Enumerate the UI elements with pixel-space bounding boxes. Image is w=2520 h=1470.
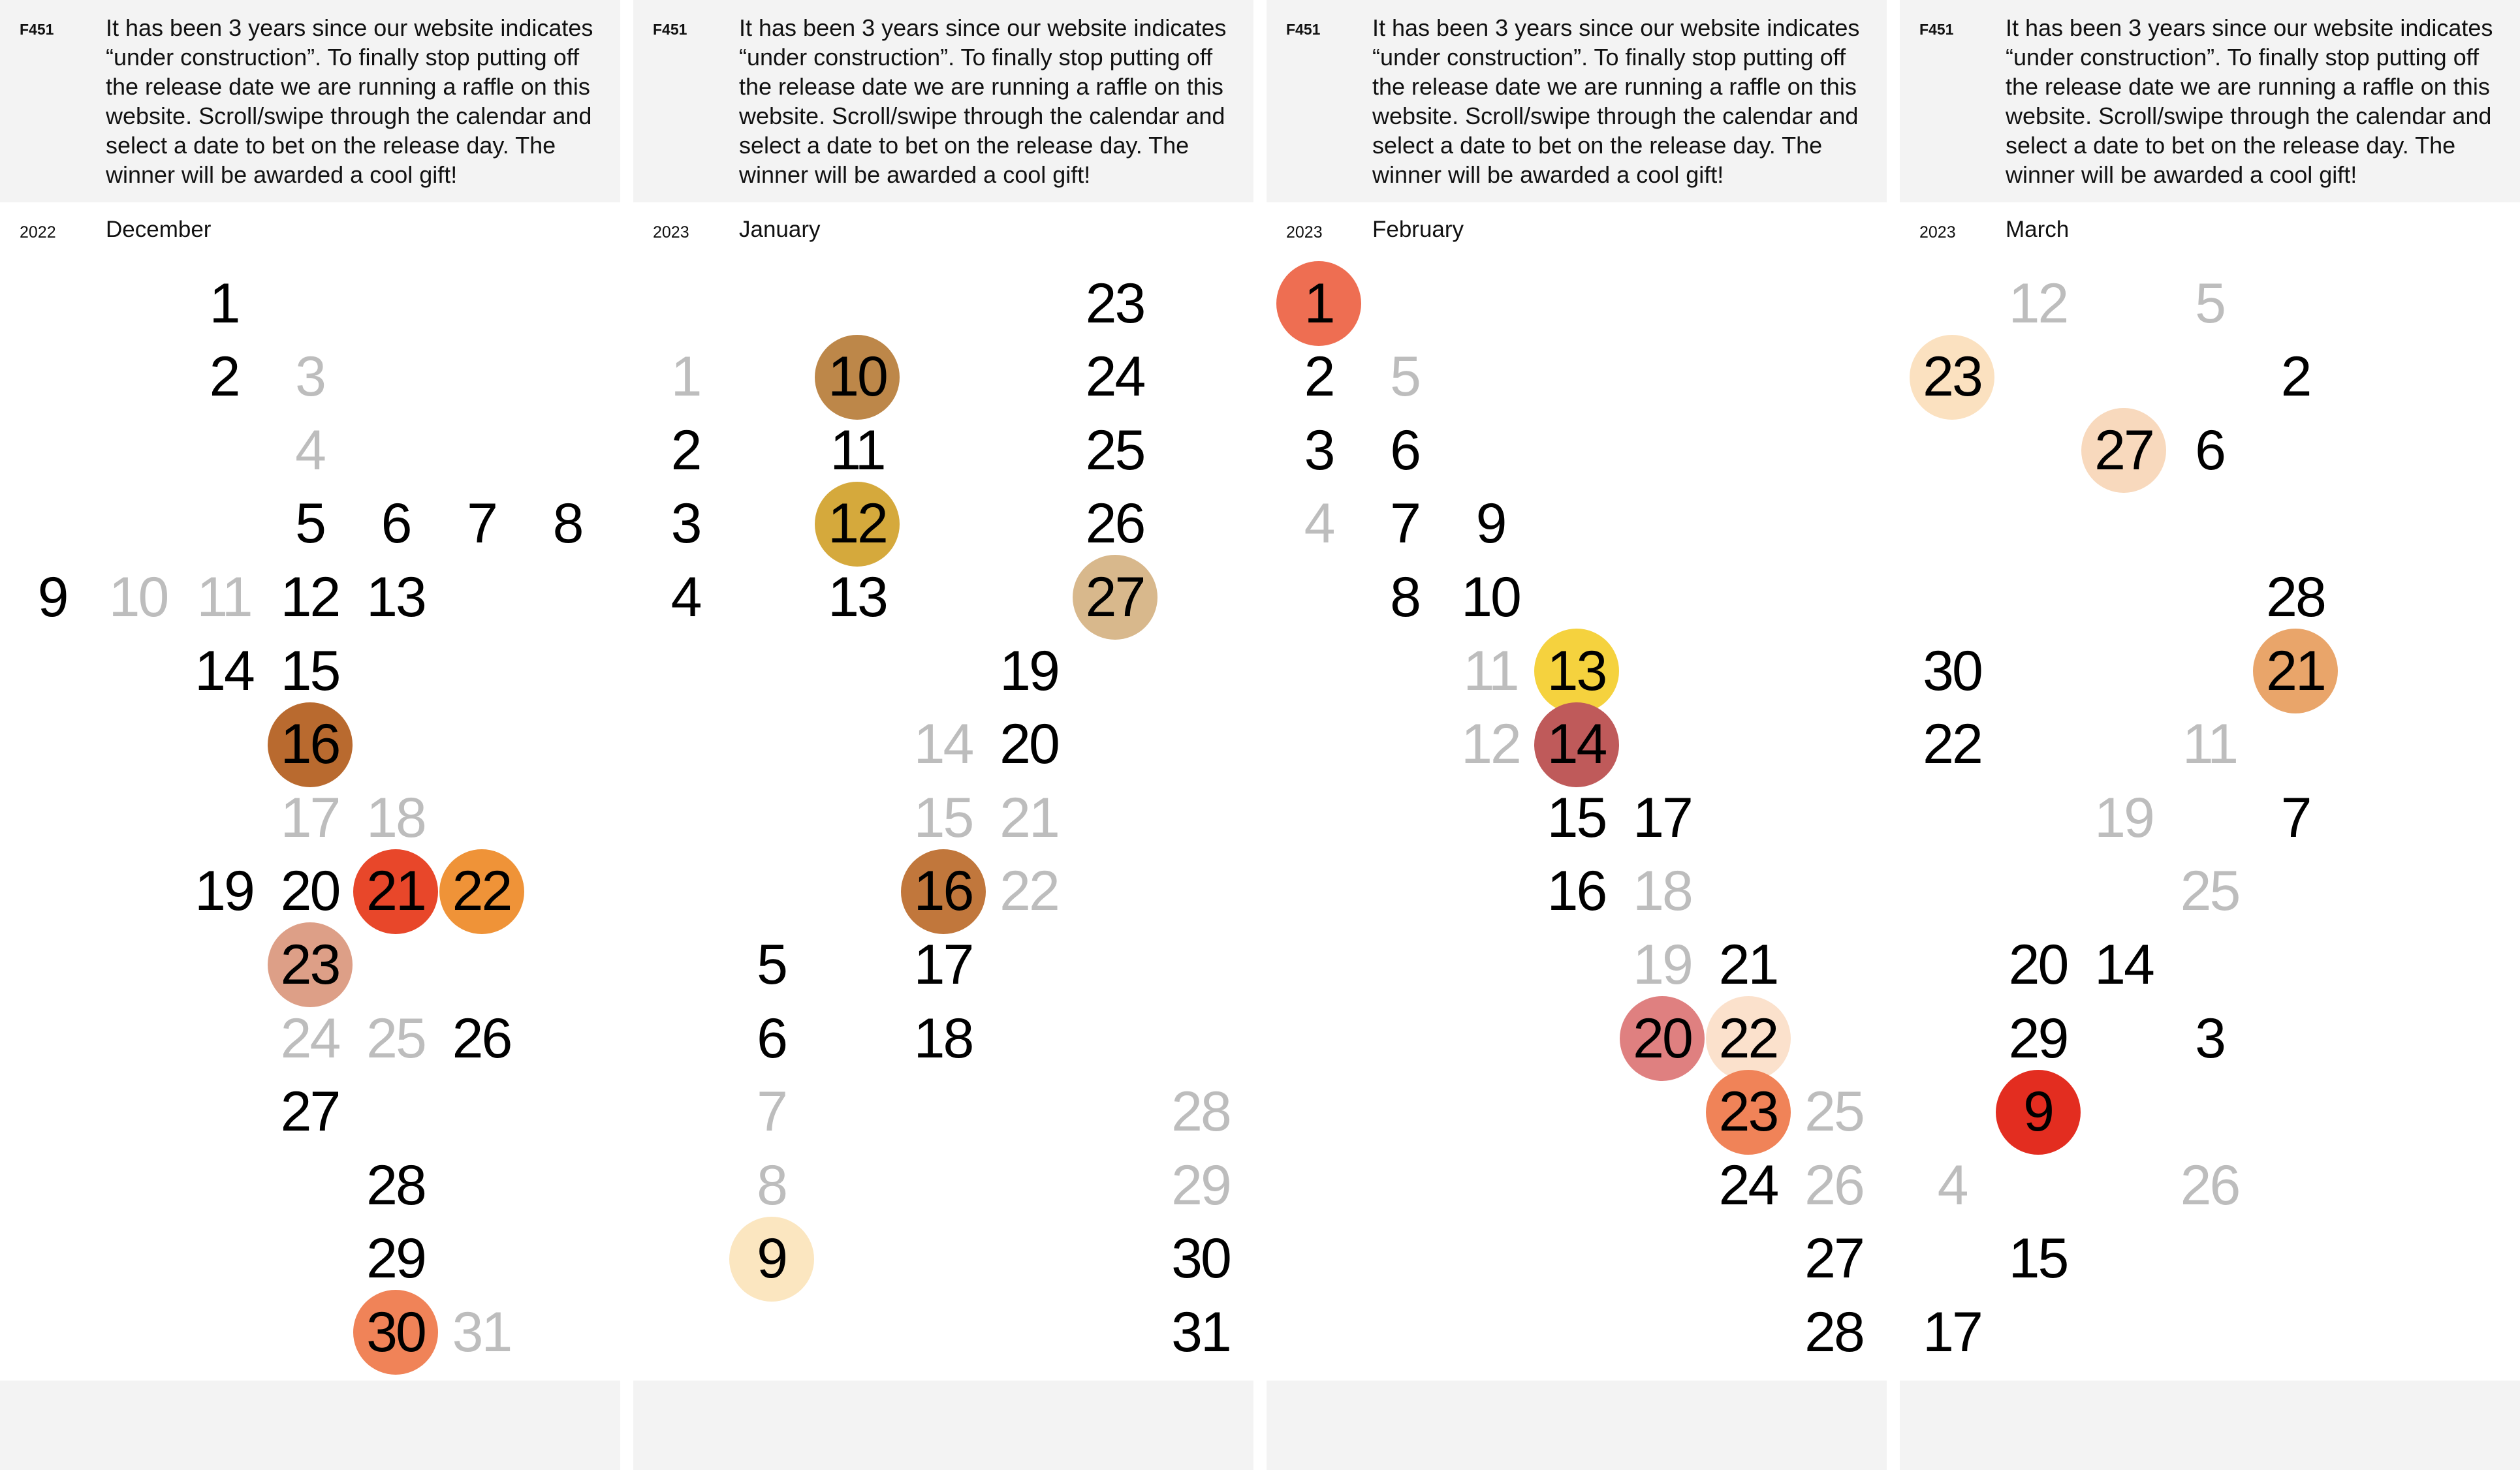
month-label: January — [739, 217, 821, 242]
day-22[interactable]: 22 — [1706, 996, 1791, 1081]
day-23[interactable]: 23 — [1085, 272, 1144, 335]
day-13[interactable]: 13 — [1534, 629, 1619, 713]
day-19[interactable]: 19 — [2094, 786, 2153, 849]
day-17[interactable]: 17 — [1633, 786, 1692, 849]
day-17[interactable]: 17 — [280, 786, 339, 849]
day-9[interactable]: 9 — [1996, 1070, 2081, 1155]
day-28[interactable]: 28 — [2266, 565, 2325, 629]
brand-label: F451 — [653, 21, 687, 38]
day-5[interactable]: 5 — [295, 492, 324, 555]
day-6[interactable]: 6 — [381, 492, 411, 555]
month-label: December — [106, 217, 212, 242]
day-15[interactable]: 15 — [280, 639, 339, 702]
day-24[interactable]: 24 — [280, 1007, 339, 1070]
day-27[interactable]: 27 — [280, 1080, 339, 1144]
day-22[interactable]: 22 — [1923, 713, 1981, 776]
year-label: 2023 — [1286, 223, 1323, 242]
day-18[interactable]: 18 — [366, 786, 425, 849]
day-14[interactable]: 14 — [2094, 933, 2153, 996]
day-10[interactable]: 10 — [815, 335, 900, 420]
day-13[interactable]: 13 — [366, 565, 425, 629]
days-grid — [1267, 0, 1887, 1381]
day-11[interactable]: 11 — [2182, 713, 2237, 776]
day-9[interactable]: 9 — [729, 1217, 814, 1302]
day-14[interactable]: 14 — [1534, 702, 1619, 787]
day-5[interactable]: 5 — [2195, 272, 2224, 335]
day-2[interactable]: 2 — [670, 418, 701, 482]
day-20[interactable]: 20 — [1620, 996, 1705, 1081]
day-27[interactable]: 27 — [2081, 408, 2166, 493]
day-5[interactable]: 5 — [757, 933, 786, 996]
day-25[interactable]: 25 — [1804, 1080, 1863, 1144]
panel-footer — [1900, 1381, 2520, 1470]
day-7[interactable]: 7 — [1390, 492, 1419, 555]
brand-label: F451 — [1919, 21, 1954, 38]
panel-divider — [620, 0, 633, 1470]
day-30[interactable]: 30 — [353, 1290, 438, 1375]
day-27[interactable]: 27 — [1073, 555, 1158, 640]
calendar-panel-december — [0, 0, 620, 1470]
day-4[interactable]: 4 — [670, 565, 701, 629]
day-22[interactable]: 22 — [1000, 860, 1058, 923]
calendar-panel-january — [633, 0, 1253, 1470]
day-3[interactable]: 3 — [670, 492, 701, 555]
day-16[interactable]: 16 — [268, 702, 353, 787]
day-1[interactable]: 1 — [209, 272, 239, 335]
day-21[interactable]: 21 — [1718, 933, 1778, 996]
day-12[interactable]: 12 — [280, 565, 339, 629]
day-20[interactable]: 20 — [1000, 713, 1058, 776]
day-6[interactable]: 6 — [2195, 418, 2224, 482]
day-15[interactable]: 15 — [2008, 1227, 2068, 1290]
day-25[interactable]: 25 — [1085, 418, 1144, 482]
day-23[interactable]: 23 — [1910, 335, 1994, 420]
day-6[interactable]: 6 — [757, 1007, 786, 1070]
panel-footer — [633, 1381, 1253, 1470]
raffle-description: It has been 3 years since our website indicates “under construction”. To finally stop putting off the release date we are running a raffle on this website. Scroll/swipe through the calendar and select a date to bet on the release day. The winner will be awarded a cool gift! — [106, 14, 593, 188]
day-17[interactable]: 17 — [1923, 1300, 1981, 1364]
days-grid — [1900, 0, 2520, 1381]
day-3[interactable]: 3 — [2195, 1007, 2224, 1070]
calendar-panel-february — [1267, 0, 1887, 1470]
day-29[interactable]: 29 — [2008, 1007, 2068, 1070]
day-8[interactable]: 8 — [1390, 565, 1419, 629]
day-7[interactable]: 7 — [2280, 786, 2310, 849]
brand-label: F451 — [20, 21, 54, 38]
day-23[interactable]: 23 — [1706, 1070, 1791, 1155]
panel-divider — [1253, 0, 1267, 1470]
day-9[interactable]: 9 — [37, 565, 67, 629]
days-grid — [633, 0, 1253, 1381]
day-7[interactable]: 7 — [467, 492, 496, 555]
panel-footer — [1267, 1381, 1887, 1470]
day-18[interactable]: 18 — [1633, 860, 1692, 923]
day-25[interactable]: 25 — [366, 1007, 425, 1070]
day-17[interactable]: 17 — [913, 933, 973, 996]
day-11[interactable]: 11 — [197, 565, 251, 629]
day-30[interactable]: 30 — [1171, 1227, 1230, 1290]
panel-divider — [1887, 0, 1900, 1470]
day-20[interactable]: 20 — [2008, 933, 2068, 996]
day-26[interactable]: 26 — [1804, 1153, 1863, 1217]
day-10[interactable]: 10 — [1461, 565, 1520, 629]
day-11[interactable]: 11 — [830, 418, 885, 482]
year-label: 2022 — [20, 223, 56, 242]
day-16[interactable]: 16 — [901, 849, 986, 934]
day-19[interactable]: 19 — [1633, 933, 1692, 996]
day-19[interactable]: 19 — [195, 860, 253, 923]
day-12[interactable]: 12 — [1461, 713, 1520, 776]
raffle-description: It has been 3 years since our website indicates “under construction”. To finally stop putting off the release date we are running a raffle on this website. Scroll/swipe through the calendar and select a date to bet on the release day. The winner will be awarded a cool gift! — [739, 14, 1227, 188]
day-11[interactable]: 11 — [1463, 639, 1518, 702]
year-label: 2023 — [653, 223, 689, 242]
day-4[interactable]: 4 — [295, 418, 324, 482]
day-2[interactable]: 2 — [1304, 345, 1334, 409]
panel-footer — [0, 1381, 620, 1470]
day-10[interactable]: 10 — [108, 565, 168, 629]
day-22[interactable]: 22 — [439, 849, 524, 934]
day-18[interactable]: 18 — [913, 1007, 973, 1070]
day-31[interactable]: 31 — [1171, 1300, 1230, 1364]
day-5[interactable]: 5 — [1390, 345, 1419, 409]
day-16[interactable]: 16 — [1547, 860, 1606, 923]
day-27[interactable]: 27 — [1804, 1227, 1863, 1290]
day-1[interactable]: 1 — [1276, 261, 1361, 346]
day-4[interactable]: 4 — [1304, 492, 1334, 555]
day-21[interactable]: 21 — [1000, 786, 1058, 849]
day-21[interactable]: 21 — [353, 849, 438, 934]
day-9[interactable]: 9 — [1475, 492, 1505, 555]
day-12[interactable]: 12 — [2008, 272, 2068, 335]
day-29[interactable]: 29 — [1171, 1153, 1230, 1217]
day-2[interactable]: 2 — [2280, 345, 2310, 409]
day-31[interactable]: 31 — [452, 1300, 511, 1364]
day-8[interactable]: 8 — [552, 492, 582, 555]
day-2[interactable]: 2 — [209, 345, 239, 409]
year-label: 2023 — [1919, 223, 1956, 242]
day-29[interactable]: 29 — [366, 1227, 425, 1290]
day-24[interactable]: 24 — [1085, 345, 1144, 409]
day-3[interactable]: 3 — [1304, 418, 1334, 482]
day-23[interactable]: 23 — [268, 922, 353, 1007]
day-28[interactable]: 28 — [1171, 1080, 1230, 1144]
day-26[interactable]: 26 — [1085, 492, 1144, 555]
day-3[interactable]: 3 — [295, 345, 324, 409]
day-19[interactable]: 19 — [1000, 639, 1058, 702]
day-1[interactable]: 1 — [670, 345, 701, 409]
calendar-panel-march — [1900, 0, 2520, 1470]
day-13[interactable]: 13 — [828, 565, 887, 629]
day-25[interactable]: 25 — [2180, 860, 2239, 923]
days-grid — [0, 0, 620, 1381]
month-label: February — [1372, 217, 1464, 242]
day-21[interactable]: 21 — [2253, 629, 2338, 713]
raffle-description: It has been 3 years since our website indicates “under construction”. To finally stop putting off the release date we are running a raffle on this website. Scroll/swipe through the calendar and select a date to bet on the release day. The winner will be awarded a cool gift! — [2006, 14, 2493, 188]
raffle-description: It has been 3 years since our website indicates “under construction”. To finally stop putting off the release date we are running a raffle on this website. Scroll/swipe through the calendar and select a date to bet on the release day. The winner will be awarded a cool gift! — [1372, 14, 1860, 188]
day-7[interactable]: 7 — [757, 1080, 786, 1144]
day-8[interactable]: 8 — [757, 1153, 786, 1217]
day-28[interactable]: 28 — [366, 1153, 425, 1217]
day-4[interactable]: 4 — [1937, 1153, 1967, 1217]
day-28[interactable]: 28 — [1804, 1300, 1863, 1364]
day-14[interactable]: 14 — [913, 713, 973, 776]
day-26[interactable]: 26 — [452, 1007, 511, 1070]
day-15[interactable]: 15 — [913, 786, 973, 849]
day-12[interactable]: 12 — [815, 482, 900, 567]
day-20[interactable]: 20 — [280, 860, 339, 923]
day-30[interactable]: 30 — [1923, 639, 1981, 702]
brand-label: F451 — [1286, 21, 1321, 38]
day-24[interactable]: 24 — [1718, 1153, 1778, 1217]
month-label: March — [2006, 217, 2070, 242]
day-15[interactable]: 15 — [1547, 786, 1606, 849]
day-14[interactable]: 14 — [195, 639, 253, 702]
day-6[interactable]: 6 — [1390, 418, 1419, 482]
day-26[interactable]: 26 — [2180, 1153, 2239, 1217]
